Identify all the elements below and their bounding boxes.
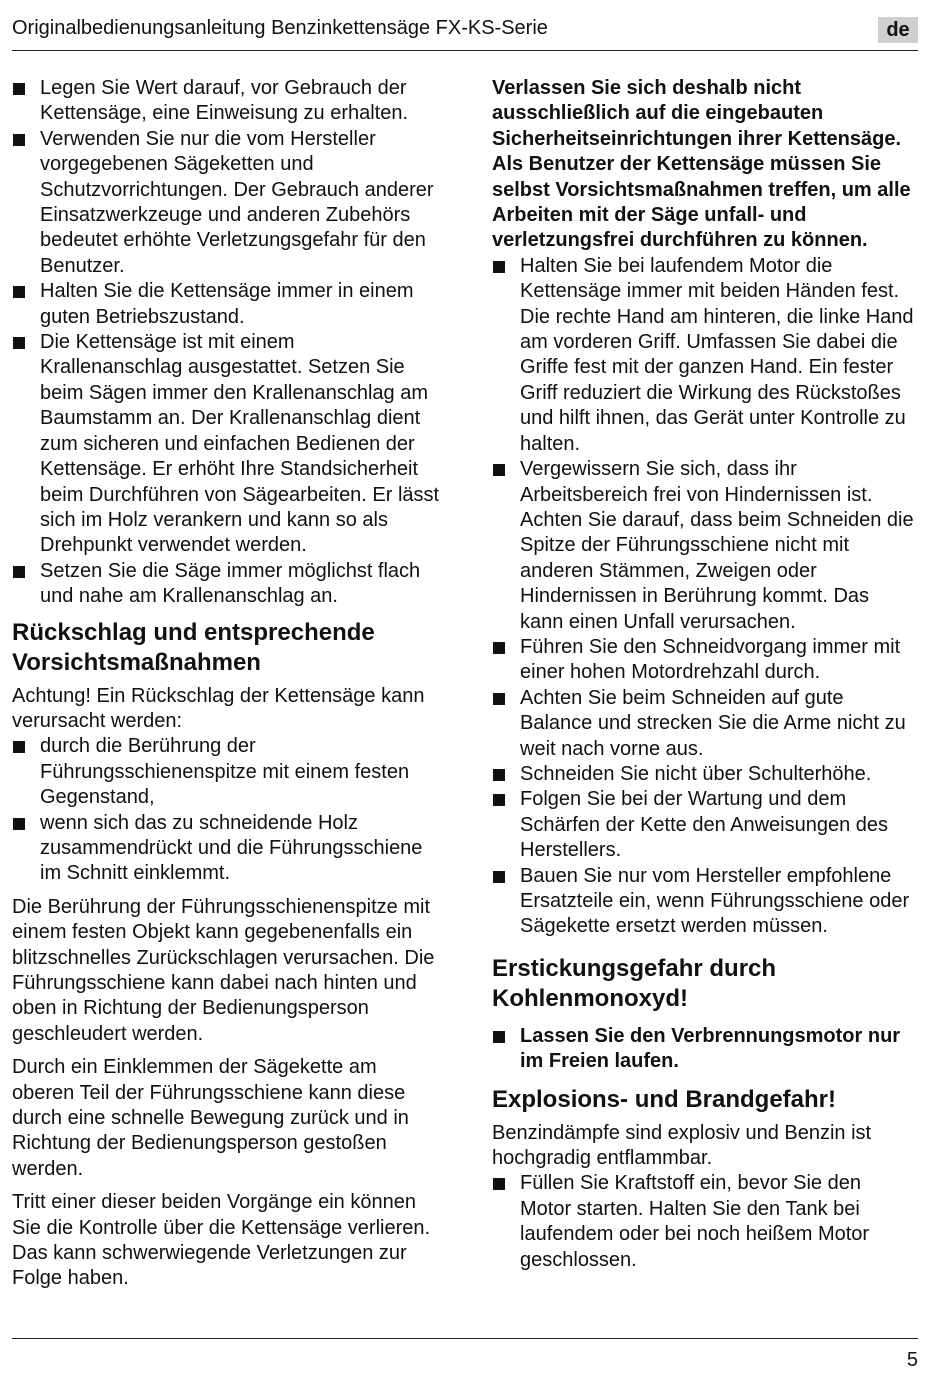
co-heading: Erstickungsgefahr durch Kohlenmonoxyd! <box>492 954 777 1012</box>
safety-list <box>12 76 442 610</box>
list-item: Vergewissern Sie sich, dass ihr Arbeitsbereich frei von Hindernissen ist. Achten Sie darauf, dass beim Schneiden die Spitze der Führungsschiene nicht mit anderen Stämmen, Zweigen oder Hindernissen in Berührung kommt. Das kann einen Unfall verursachen. <box>492 457 916 635</box>
left-column <box>12 76 442 1292</box>
list-item: Schneiden Sie nicht über Schulterhöhe. <box>492 762 916 787</box>
document-title: Originalbedienungsanleitung Benzinkettensäge FX-KS-Serie <box>12 17 548 39</box>
list-item: Führen Sie den Schneidvorgang immer mit einer hohen Motordrehzahl durch. <box>492 635 916 686</box>
list-item: durch die Berührung der Führungsschienenspitze mit einem festen Gegenstand, <box>12 734 442 810</box>
list-item: Halten Sie bei laufendem Motor die Kettensäge immer mit beiden Händen fest. Die rechte Hand am hinteren, die linke Hand am vorderen Griff. Umfassen Sie dabei die Griffe fest mit der ganzen Hand. Ein fester Griff reduziert die Wirkung des Rückstoßes und hilft ihnen, das Gerät unter Kontrolle zu halten. <box>492 254 916 457</box>
list-item: Legen Sie Wert darauf, vor Gebrauch der Kettensäge, eine Einweisung zu erhalten. <box>12 76 442 127</box>
list-item: Setzen Sie die Säge immer möglichst flach und nahe am Krallenanschlag an. <box>12 559 442 610</box>
list-item: Verwenden Sie nur die vom Hersteller vorgegebenen Sägeketten und Schutzvorrichtungen. Der Gebrauch anderer Einsatzwerkzeuge und anderen Zubehörs bedeutet erhöhte Verletzungsgefahr für den Benutzer. <box>12 127 442 279</box>
right-column <box>492 76 916 1273</box>
bold-warning: Verlassen Sie sich deshalb nicht ausschließlich auf die eingebauten Sicherheitseinrichtungen ihrer Kettensäge. <box>492 77 901 150</box>
list-item: Achten Sie beim Schneiden auf gute Balance und strecken Sie die Arme nicht zu weit nach vorne aus. <box>492 686 916 762</box>
list-item: Halten Sie die Kettensäge immer in einem guten Betriebszustand. <box>12 279 442 330</box>
fire-heading: Explosions- und Brandgefahr! <box>492 1085 837 1113</box>
footer-rule <box>12 1338 918 1339</box>
language-badge: de <box>878 17 918 43</box>
list-item: Bauen Sie nur vom Hersteller empfohlene Ersatzteile ein, wenn Führungsschiene oder Sägekette ersetzt werden müssen. <box>492 864 916 940</box>
paragraph: Durch ein Einklemmen der Sägekette am oberen Teil der Führungsschiene kann diese durch eine schnelle Bewegung zurück und in Richtung der Bedienungsperson gestoßen werden. <box>12 1056 409 1180</box>
list-item: Füllen Sie Kraftstoff ein, bevor Sie den Motor starten. Halten Sie den Tank bei laufendem oder bei noch heißem Motor geschlossen. <box>492 1171 916 1273</box>
co-list <box>492 1024 916 1075</box>
fire-intro: Benzindämpfe sind explosiv und Benzin ist hochgradig entflammbar. <box>492 1121 872 1170</box>
page-number: 5 <box>906 1349 918 1371</box>
paragraph: Tritt einer dieser beiden Vorgänge ein können Sie die Kontrolle über die Kettensäge verlieren. Das kann schwerwiegende Verletzungen zur Folge haben. <box>12 1191 431 1290</box>
precautions-list <box>492 254 916 940</box>
kickback-list <box>12 734 442 886</box>
list-item: Die Kettensäge ist mit einem Krallenanschlag ausgestattet. Setzen Sie beim Sägen immer den Krallenanschlag am Baumstamm an. Der Krallenanschlag dient zum sicheren und einfachen Bedienen der Kettensäge. Er erhöht Ihre Standsicherheit beim Durchführen von Sägearbeiten. Er lässt sich im Holz verankern und kann so als Drehpunkt verwendet werden. <box>12 330 442 559</box>
bold-warning: Als Benutzer der Kettensäge müssen Sie selbst Vorsichtsmaßnahmen treffen, um alle Arbeiten mit der Säge unfall- und verletzungsfrei durchführen zu können. <box>492 153 911 252</box>
list-item: Folgen Sie bei der Wartung und dem Schärfen der Kette den Anweisungen des Herstellers. <box>492 787 916 863</box>
list-item: wenn sich das zu schneidende Holz zusammendrückt und die Führungsschiene im Schnitt einklemmt. <box>12 811 442 887</box>
list-item: Lassen Sie den Verbrennungsmotor nur im Freien laufen. <box>492 1024 916 1075</box>
page-header <box>12 14 918 51</box>
paragraph: Die Berührung der Führungsschienenspitze mit einem festen Objekt kann gegebenenfalls ein blitzschnelles Zurückschlagen verursachen. Die Führungsschiene kann dabei nach hinten und oben in Richtung der Bedienungsperson geschleudert werden. <box>12 895 435 1045</box>
fire-list <box>492 1171 916 1273</box>
kickback-heading: Rückschlag und entsprechende Vorsichtsmaßnahmen <box>12 618 375 676</box>
kickback-intro: Achtung! Ein Rückschlag der Kettensäge kann verursacht werden: <box>12 684 425 732</box>
